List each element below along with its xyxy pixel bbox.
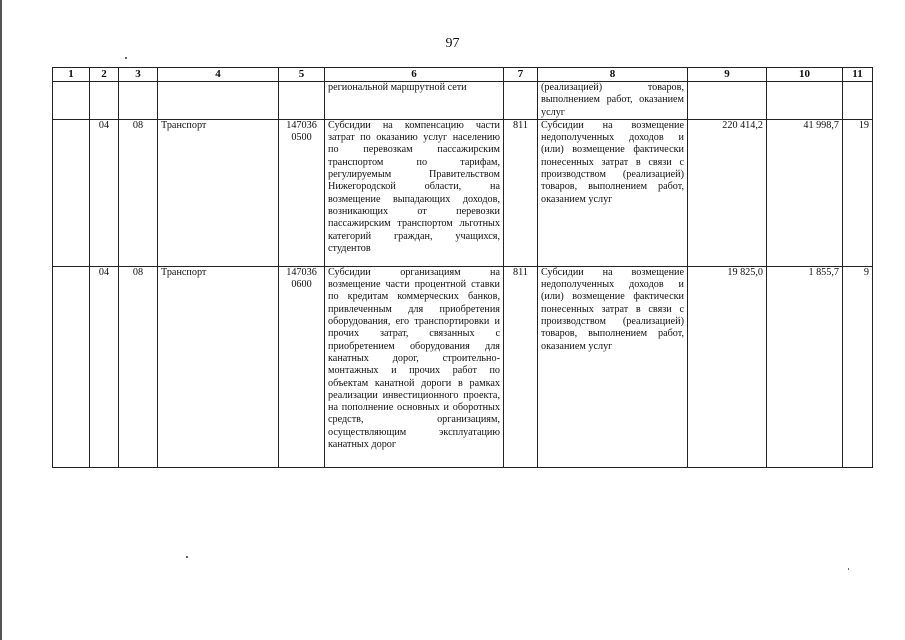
cell-name: Транспорт — [158, 119, 279, 266]
header-cell: 4 — [158, 68, 279, 82]
cell-expense-type: 811 — [504, 266, 538, 467]
budget-table — [52, 67, 873, 468]
cell-section: 04 — [90, 119, 119, 266]
header-cell: 1 — [53, 68, 90, 82]
header-row — [53, 68, 873, 82]
cell-amount-10 — [767, 82, 843, 120]
cell-name — [158, 82, 279, 120]
page-number: 97 — [445, 36, 460, 51]
cell-expense-type: 811 — [504, 119, 538, 266]
cell-description: Субсидии организациям на возмещение части процентной ставки по кредитам коммерческих банков, привлеченным для приобретения оборудования, его транспортировки и прочих затрат, связанных с приобретением оборудования для канатных дорог, строительно-монтажных и прочих работ по объектам канатной дороги в рамках реализации инвестиционного проекта, на пополнение основных и оборотных средств, организациям, осуществляющим эксплуатацию канатных дорог — [325, 266, 504, 467]
header-cell: 2 — [90, 68, 119, 82]
table-row — [53, 82, 873, 120]
header-cell: 7 — [504, 68, 538, 82]
cell-amount-9 — [688, 82, 767, 120]
scan-speck — [125, 57, 127, 59]
cell-expense-description: Субсидии на возмещение недополученных доходов и (или) возмещение фактически понесенных затрат в связи с производством (реализацией) товаров, выполнением работ, оказанием услуг — [538, 119, 688, 266]
cell-col1 — [53, 119, 90, 266]
cell-expense-description: (реализацией) товаров, выполнением работ, оказанием услуг — [538, 82, 688, 120]
cell-expense-type — [504, 82, 538, 120]
cell-target-article — [279, 82, 325, 120]
cell-section: 04 — [90, 266, 119, 467]
scan-speck — [848, 568, 849, 570]
cell-subsection: 08 — [119, 119, 158, 266]
cell-subsection — [119, 82, 158, 120]
header-cell: 8 — [538, 68, 688, 82]
header-cell: 6 — [325, 68, 504, 82]
cell-col11 — [843, 82, 873, 120]
cell-col11: 19 — [843, 119, 873, 266]
cell-subsection: 08 — [119, 266, 158, 467]
cell-amount-10: 41 998,7 — [767, 119, 843, 266]
cell-amount-9: 220 414,2 — [688, 119, 767, 266]
table-row — [53, 119, 873, 266]
cell-name: Транспорт — [158, 266, 279, 467]
cell-col1 — [53, 82, 90, 120]
scan-left-edge — [0, 0, 2, 640]
cell-col1 — [53, 266, 90, 467]
cell-expense-description: Субсидии на возмещение недополученных доходов и (или) возмещение фактически понесенных затрат в связи с производством (реализацией) товаров, выполнением работ, оказанием услуг — [538, 266, 688, 467]
cell-description: региональной маршрутной сети — [325, 82, 504, 120]
cell-target-article: 147036 0600 — [279, 266, 325, 467]
header-cell: 5 — [279, 68, 325, 82]
cell-amount-9: 19 825,0 — [688, 266, 767, 467]
cell-description: Субсидии на компенсацию части затрат по оказанию услуг населению по перевозкам пассажирским транспортом по тарифам, регулируемым Правительством Нижегородской области, на возмещение выпадающих доходов, возникающих от перевозки пассажирским транспортом льготных категорий граждан, учащихся, студентов — [325, 119, 504, 266]
header-cell: 9 — [688, 68, 767, 82]
header-cell: 11 — [843, 68, 873, 82]
scan-speck — [186, 556, 188, 558]
cell-col11: 9 — [843, 266, 873, 467]
cell-section — [90, 82, 119, 120]
header-cell: 10 — [767, 68, 843, 82]
header-cell: 3 — [119, 68, 158, 82]
cell-amount-10: 1 855,7 — [767, 266, 843, 467]
table-row — [53, 266, 873, 467]
cell-target-article: 147036 0500 — [279, 119, 325, 266]
